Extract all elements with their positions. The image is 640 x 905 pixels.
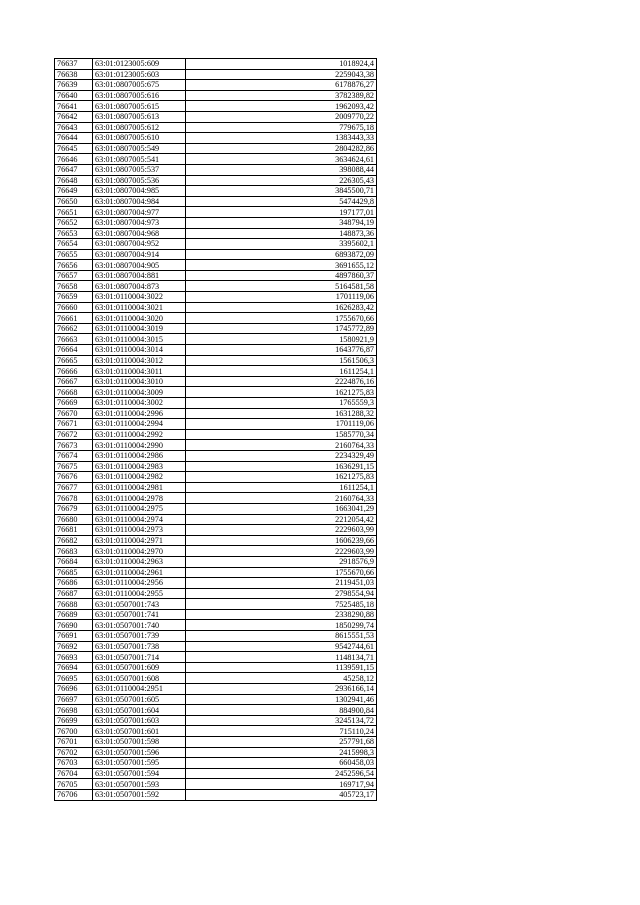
cadastral-value: 1765559,3 xyxy=(186,398,377,409)
cadastral-value: 1302941,46 xyxy=(186,694,377,705)
table-row xyxy=(55,143,377,154)
cadastral-value: 7525485,18 xyxy=(186,599,377,610)
table-row xyxy=(55,737,377,748)
cadastral-number: 63:01:0110004:2961 xyxy=(93,567,186,578)
table-row xyxy=(55,419,377,430)
row-number: 76640 xyxy=(55,90,93,101)
table-row xyxy=(55,779,377,790)
cadastral-number: 63:01:0110004:3011 xyxy=(93,366,186,377)
row-number: 76706 xyxy=(55,789,93,800)
table-row xyxy=(55,90,377,101)
table-row xyxy=(55,662,377,673)
table-row xyxy=(55,387,377,398)
cadastral-number: 63:01:0110004:2990 xyxy=(93,440,186,451)
table-row xyxy=(55,101,377,112)
table-row xyxy=(55,609,377,620)
table-row xyxy=(55,239,377,250)
row-number: 76670 xyxy=(55,408,93,419)
cadastral-number: 63:01:0110004:2963 xyxy=(93,556,186,567)
cadastral-number: 63:01:0110004:2974 xyxy=(93,514,186,525)
cadastral-value: 1701119,06 xyxy=(186,419,377,430)
cadastral-number: 63:01:0507001:608 xyxy=(93,673,186,684)
row-number: 76705 xyxy=(55,779,93,790)
cadastral-value: 2798554,94 xyxy=(186,588,377,599)
row-number: 76676 xyxy=(55,472,93,483)
row-number: 76658 xyxy=(55,281,93,292)
cadastral-value: 660458,03 xyxy=(186,758,377,769)
row-number: 76637 xyxy=(55,59,93,70)
cadastral-number: 63:01:0110004:2994 xyxy=(93,419,186,430)
table-row xyxy=(55,207,377,218)
cadastral-number: 63:01:0807005:675 xyxy=(93,80,186,91)
cadastral-number: 63:01:0507001:603 xyxy=(93,715,186,726)
cadastral-value: 2119451,03 xyxy=(186,578,377,589)
row-number: 76649 xyxy=(55,186,93,197)
cadastral-value: 2338290,88 xyxy=(186,609,377,620)
table-row xyxy=(55,546,377,557)
cadastral-number: 63:01:0507001:594 xyxy=(93,768,186,779)
table-row xyxy=(55,472,377,483)
cadastral-value: 2804282,86 xyxy=(186,143,377,154)
cadastral-number: 63:01:0110004:2978 xyxy=(93,493,186,504)
cadastral-value: 2936166,14 xyxy=(186,684,377,695)
cadastral-number: 63:01:0807005:612 xyxy=(93,122,186,133)
cadastral-number: 63:01:0807004:977 xyxy=(93,207,186,218)
cadastral-number: 63:01:0110004:2956 xyxy=(93,578,186,589)
cadastral-number: 63:01:0507001:714 xyxy=(93,652,186,663)
cadastral-number: 63:01:0110004:3015 xyxy=(93,334,186,345)
cadastral-value: 3245134,72 xyxy=(186,715,377,726)
row-number: 76700 xyxy=(55,726,93,737)
cadastral-value-table xyxy=(54,58,377,801)
cadastral-value: 2234329,49 xyxy=(186,450,377,461)
row-number: 76692 xyxy=(55,641,93,652)
cadastral-number: 63:01:0807004:968 xyxy=(93,228,186,239)
cadastral-number: 63:01:0110004:2951 xyxy=(93,684,186,695)
row-number: 76683 xyxy=(55,546,93,557)
cadastral-value: 3395602,1 xyxy=(186,239,377,250)
cadastral-number: 63:01:0110004:3009 xyxy=(93,387,186,398)
row-number: 76661 xyxy=(55,313,93,324)
cadastral-value: 405723,17 xyxy=(186,789,377,800)
table-row xyxy=(55,334,377,345)
cadastral-number: 63:01:0807004:973 xyxy=(93,217,186,228)
row-number: 76660 xyxy=(55,302,93,313)
cadastral-value: 1636291,15 xyxy=(186,461,377,472)
cadastral-number: 63:01:0507001:738 xyxy=(93,641,186,652)
table-row xyxy=(55,789,377,800)
row-number: 76666 xyxy=(55,366,93,377)
cadastral-value: 3634624,61 xyxy=(186,154,377,165)
cadastral-number: 63:01:0807005:613 xyxy=(93,111,186,122)
cadastral-value: 3691655,12 xyxy=(186,260,377,271)
cadastral-number: 63:01:0123005:603 xyxy=(93,69,186,80)
row-number: 76650 xyxy=(55,196,93,207)
cadastral-value: 348794,19 xyxy=(186,217,377,228)
cadastral-number: 63:01:0807005:537 xyxy=(93,164,186,175)
cadastral-value: 6178876,27 xyxy=(186,80,377,91)
row-number: 76691 xyxy=(55,631,93,642)
table-row xyxy=(55,429,377,440)
cadastral-value: 1018924,4 xyxy=(186,59,377,70)
row-number: 76699 xyxy=(55,715,93,726)
cadastral-value: 45258,12 xyxy=(186,673,377,684)
row-number: 76681 xyxy=(55,525,93,536)
cadastral-number: 63:01:0110004:3010 xyxy=(93,376,186,387)
table-row xyxy=(55,302,377,313)
cadastral-value: 2918576,9 xyxy=(186,556,377,567)
row-number: 76674 xyxy=(55,450,93,461)
row-number: 76678 xyxy=(55,493,93,504)
table-row xyxy=(55,111,377,122)
cadastral-number: 63:01:0110004:3021 xyxy=(93,302,186,313)
cadastral-value: 148873,36 xyxy=(186,228,377,239)
cadastral-value: 1621275,83 xyxy=(186,472,377,483)
table-row xyxy=(55,493,377,504)
row-number: 76664 xyxy=(55,345,93,356)
cadastral-number: 63:01:0807005:541 xyxy=(93,154,186,165)
cadastral-number: 63:01:0110004:3022 xyxy=(93,292,186,303)
table-row xyxy=(55,175,377,186)
row-number: 76643 xyxy=(55,122,93,133)
row-number: 76703 xyxy=(55,758,93,769)
table-row xyxy=(55,631,377,642)
row-number: 76698 xyxy=(55,705,93,716)
table-row xyxy=(55,376,377,387)
row-number: 76695 xyxy=(55,673,93,684)
row-number: 76659 xyxy=(55,292,93,303)
table-row xyxy=(55,260,377,271)
row-number: 76686 xyxy=(55,578,93,589)
table-row xyxy=(55,80,377,91)
row-number: 76669 xyxy=(55,398,93,409)
cadastral-number: 63:01:0507001:592 xyxy=(93,789,186,800)
cadastral-number: 63:01:0110004:3002 xyxy=(93,398,186,409)
cadastral-value: 1626283,42 xyxy=(186,302,377,313)
row-number: 76663 xyxy=(55,334,93,345)
cadastral-value: 1561506,3 xyxy=(186,355,377,366)
cadastral-value: 398088,44 xyxy=(186,164,377,175)
row-number: 76655 xyxy=(55,249,93,260)
cadastral-value: 2229603,99 xyxy=(186,546,377,557)
row-number: 76680 xyxy=(55,514,93,525)
cadastral-number: 63:01:0110004:2955 xyxy=(93,588,186,599)
cadastral-value: 1606239,66 xyxy=(186,535,377,546)
row-number: 76685 xyxy=(55,567,93,578)
cadastral-value: 8615551,53 xyxy=(186,631,377,642)
row-number: 76667 xyxy=(55,376,93,387)
table-row xyxy=(55,345,377,356)
cadastral-value: 1663041,29 xyxy=(186,503,377,514)
cadastral-value: 1643776,87 xyxy=(186,345,377,356)
cadastral-value: 1701119,06 xyxy=(186,292,377,303)
table-row xyxy=(55,503,377,514)
cadastral-number: 63:01:0807004:952 xyxy=(93,239,186,250)
cadastral-value: 1755670,66 xyxy=(186,567,377,578)
cadastral-value: 169717,94 xyxy=(186,779,377,790)
row-number: 76641 xyxy=(55,101,93,112)
cadastral-value: 2415998,3 xyxy=(186,747,377,758)
table-row xyxy=(55,514,377,525)
cadastral-value: 779675,18 xyxy=(186,122,377,133)
cadastral-value: 2224876,16 xyxy=(186,376,377,387)
row-number: 76646 xyxy=(55,154,93,165)
table-row xyxy=(55,366,377,377)
cadastral-value: 715110,24 xyxy=(186,726,377,737)
cadastral-value: 3845500,71 xyxy=(186,186,377,197)
cadastral-value: 2160764,33 xyxy=(186,440,377,451)
table-row xyxy=(55,313,377,324)
row-number: 76679 xyxy=(55,503,93,514)
table-row xyxy=(55,652,377,663)
cadastral-number: 63:01:0110004:3012 xyxy=(93,355,186,366)
table-row xyxy=(55,726,377,737)
row-number: 76673 xyxy=(55,440,93,451)
table-row xyxy=(55,228,377,239)
table-row xyxy=(55,747,377,758)
table-row xyxy=(55,578,377,589)
cadastral-number: 63:01:0807004:905 xyxy=(93,260,186,271)
row-number: 76654 xyxy=(55,239,93,250)
cadastral-value: 226305,43 xyxy=(186,175,377,186)
table-row xyxy=(55,535,377,546)
table-row xyxy=(55,398,377,409)
row-number: 76677 xyxy=(55,482,93,493)
cadastral-number: 63:01:0110004:2986 xyxy=(93,450,186,461)
table-row xyxy=(55,556,377,567)
cadastral-number: 63:01:0507001:601 xyxy=(93,726,186,737)
cadastral-number: 63:01:0110004:3019 xyxy=(93,323,186,334)
row-number: 76652 xyxy=(55,217,93,228)
cadastral-value: 1745772,89 xyxy=(186,323,377,334)
row-number: 76696 xyxy=(55,684,93,695)
table-row xyxy=(55,164,377,175)
cadastral-number: 63:01:0110004:2970 xyxy=(93,546,186,557)
row-number: 76657 xyxy=(55,270,93,281)
row-number: 76687 xyxy=(55,588,93,599)
table-row xyxy=(55,440,377,451)
cadastral-number: 63:01:0507001:598 xyxy=(93,737,186,748)
table-row xyxy=(55,641,377,652)
row-number: 76653 xyxy=(55,228,93,239)
cadastral-value: 2452596,54 xyxy=(186,768,377,779)
cadastral-number: 63:01:0110004:2973 xyxy=(93,525,186,536)
cadastral-number: 63:01:0807004:881 xyxy=(93,270,186,281)
row-number: 76675 xyxy=(55,461,93,472)
cadastral-value: 9542744,61 xyxy=(186,641,377,652)
table-row xyxy=(55,355,377,366)
row-number: 76684 xyxy=(55,556,93,567)
cadastral-number: 63:01:0110004:2982 xyxy=(93,472,186,483)
row-number: 76651 xyxy=(55,207,93,218)
table-row xyxy=(55,196,377,207)
row-number: 76648 xyxy=(55,175,93,186)
cadastral-number: 63:01:0807005:610 xyxy=(93,133,186,144)
cadastral-number: 63:01:0807005:615 xyxy=(93,101,186,112)
cadastral-value: 1580921,9 xyxy=(186,334,377,345)
row-number: 76656 xyxy=(55,260,93,271)
row-number: 76690 xyxy=(55,620,93,631)
row-number: 76682 xyxy=(55,535,93,546)
cadastral-value: 1621275,83 xyxy=(186,387,377,398)
table-row xyxy=(55,154,377,165)
cadastral-value: 1850299,74 xyxy=(186,620,377,631)
table-row xyxy=(55,186,377,197)
table-row xyxy=(55,482,377,493)
cadastral-number: 63:01:0110004:3020 xyxy=(93,313,186,324)
row-number: 76672 xyxy=(55,429,93,440)
cadastral-value: 1962093,42 xyxy=(186,101,377,112)
row-number: 76638 xyxy=(55,69,93,80)
cadastral-value: 5164581,58 xyxy=(186,281,377,292)
cadastral-number: 63:01:0507001:740 xyxy=(93,620,186,631)
cadastral-value: 3782389,82 xyxy=(186,90,377,101)
cadastral-number: 63:01:0807005:616 xyxy=(93,90,186,101)
table-row xyxy=(55,450,377,461)
table-row xyxy=(55,599,377,610)
table-row xyxy=(55,122,377,133)
table-body xyxy=(55,59,377,801)
cadastral-value: 1383443,33 xyxy=(186,133,377,144)
cadastral-number: 63:01:0807004:984 xyxy=(93,196,186,207)
cadastral-value: 1139591,15 xyxy=(186,662,377,673)
table-row xyxy=(55,281,377,292)
cadastral-value: 2009770,22 xyxy=(186,111,377,122)
table-row xyxy=(55,758,377,769)
table-row xyxy=(55,588,377,599)
row-number: 76694 xyxy=(55,662,93,673)
table-row xyxy=(55,567,377,578)
cadastral-number: 63:01:0110004:2992 xyxy=(93,429,186,440)
row-number: 76662 xyxy=(55,323,93,334)
cadastral-value: 1631288,32 xyxy=(186,408,377,419)
table-row xyxy=(55,525,377,536)
table-row xyxy=(55,69,377,80)
cadastral-number: 63:01:0123005:609 xyxy=(93,59,186,70)
table-row xyxy=(55,768,377,779)
table-row xyxy=(55,217,377,228)
row-number: 76688 xyxy=(55,599,93,610)
cadastral-number: 63:01:0807005:536 xyxy=(93,175,186,186)
table-row xyxy=(55,620,377,631)
table-row xyxy=(55,684,377,695)
cadastral-value: 1148134,71 xyxy=(186,652,377,663)
row-number: 76639 xyxy=(55,80,93,91)
cadastral-value: 2212054,42 xyxy=(186,514,377,525)
row-number: 76693 xyxy=(55,652,93,663)
table-row xyxy=(55,673,377,684)
cadastral-value: 1611254,1 xyxy=(186,366,377,377)
cadastral-value: 257791,68 xyxy=(186,737,377,748)
table-row xyxy=(55,408,377,419)
row-number: 76642 xyxy=(55,111,93,122)
row-number: 76647 xyxy=(55,164,93,175)
table-row xyxy=(55,270,377,281)
row-number: 76697 xyxy=(55,694,93,705)
cadastral-number: 63:01:0507001:595 xyxy=(93,758,186,769)
cadastral-number: 63:01:0807004:873 xyxy=(93,281,186,292)
table-row xyxy=(55,323,377,334)
cadastral-number: 63:01:0110004:2975 xyxy=(93,503,186,514)
table-row xyxy=(55,715,377,726)
row-number: 76689 xyxy=(55,609,93,620)
cadastral-number: 63:01:0807004:985 xyxy=(93,186,186,197)
row-number: 76665 xyxy=(55,355,93,366)
row-number: 76671 xyxy=(55,419,93,430)
cadastral-value: 1585770,34 xyxy=(186,429,377,440)
cadastral-value: 2259043,38 xyxy=(186,69,377,80)
cadastral-number: 63:01:0507001:609 xyxy=(93,662,186,673)
cadastral-value: 6893872,09 xyxy=(186,249,377,260)
row-number: 76645 xyxy=(55,143,93,154)
cadastral-number: 63:01:0110004:2996 xyxy=(93,408,186,419)
cadastral-number: 63:01:0110004:2971 xyxy=(93,535,186,546)
cadastral-number: 63:01:0110004:2983 xyxy=(93,461,186,472)
table-row xyxy=(55,59,377,70)
table-row xyxy=(55,249,377,260)
table-row xyxy=(55,133,377,144)
cadastral-number: 63:01:0507001:596 xyxy=(93,747,186,758)
row-number: 76704 xyxy=(55,768,93,779)
cadastral-value: 197177,01 xyxy=(186,207,377,218)
cadastral-value: 1755670,66 xyxy=(186,313,377,324)
table-row xyxy=(55,705,377,716)
table-row xyxy=(55,694,377,705)
row-number: 76701 xyxy=(55,737,93,748)
cadastral-number: 63:01:0507001:593 xyxy=(93,779,186,790)
cadastral-number: 63:01:0507001:604 xyxy=(93,705,186,716)
cadastral-number: 63:01:0507001:743 xyxy=(93,599,186,610)
cadastral-number: 63:01:0110004:2981 xyxy=(93,482,186,493)
cadastral-value: 1611254,1 xyxy=(186,482,377,493)
row-number: 76644 xyxy=(55,133,93,144)
cadastral-value: 5474429,8 xyxy=(186,196,377,207)
cadastral-value: 4897860,37 xyxy=(186,270,377,281)
row-number: 76668 xyxy=(55,387,93,398)
row-number: 76702 xyxy=(55,747,93,758)
cadastral-number: 63:01:0807005:549 xyxy=(93,143,186,154)
cadastral-number: 63:01:0807004:914 xyxy=(93,249,186,260)
cadastral-value: 884900,84 xyxy=(186,705,377,716)
cadastral-number: 63:01:0507001:741 xyxy=(93,609,186,620)
cadastral-number: 63:01:0110004:3014 xyxy=(93,345,186,356)
table-row xyxy=(55,461,377,472)
cadastral-value: 2229603,99 xyxy=(186,525,377,536)
cadastral-number: 63:01:0507001:739 xyxy=(93,631,186,642)
cadastral-number: 63:01:0507001:605 xyxy=(93,694,186,705)
table-row xyxy=(55,292,377,303)
cadastral-value: 2160764,33 xyxy=(186,493,377,504)
